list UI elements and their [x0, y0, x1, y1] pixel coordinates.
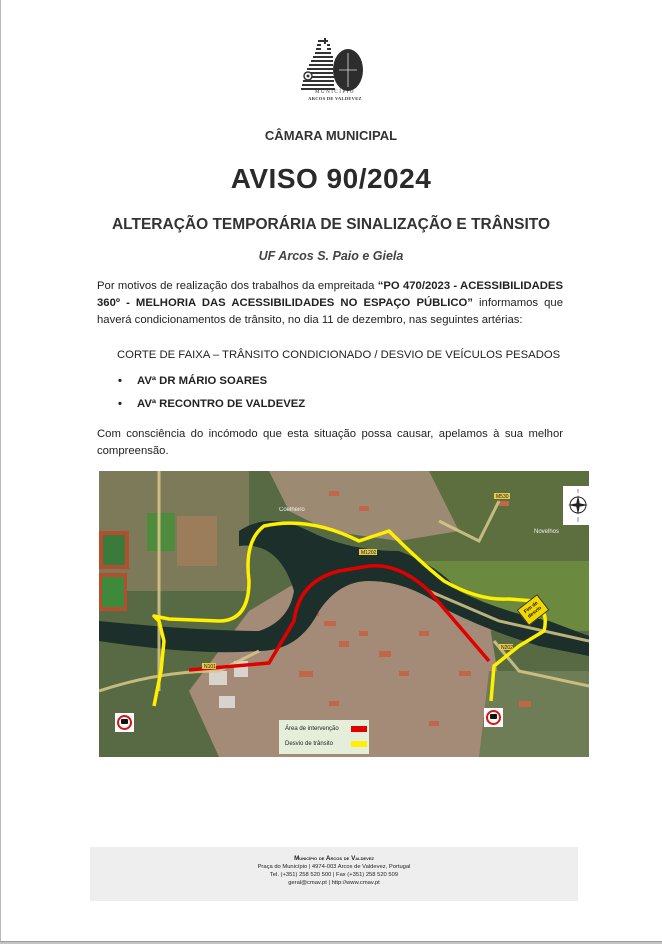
- street-name: AVª DR MÁRIO SOARES: [137, 375, 268, 387]
- no-heavy-vehicles-sign-icon: [484, 708, 503, 727]
- bullet-icon: •: [118, 398, 122, 410]
- legend-swatch-red: [351, 726, 367, 732]
- svg-text:M1202: M1202: [361, 550, 377, 556]
- street-list: [117, 373, 305, 419]
- organization-name: CÂMARA MUNICIPAL: [264, 128, 398, 143]
- truck-icon: [121, 719, 128, 724]
- page-footer: [90, 847, 578, 901]
- logo-caption-bottom: ARCOS DE VALDEVEZ: [308, 96, 362, 101]
- truck-icon: [490, 714, 497, 719]
- legend-label: Área de intervenção: [285, 726, 339, 732]
- svg-text:N202: N202: [501, 645, 513, 651]
- street-item: [117, 373, 305, 396]
- end-of-detour-sign: Fim de desvio: [517, 594, 550, 626]
- logo-caption-top: MUNICÍPIO: [315, 90, 355, 95]
- svg-text:N101: N101: [204, 664, 216, 670]
- street-item: [117, 396, 305, 419]
- notice-title: AVISO 90/2024: [230, 163, 432, 194]
- svg-text:Coelheiro: Coelheiro: [279, 507, 305, 513]
- footer-contact: geral@cmav.pt | http://www.cmav.pt: [288, 880, 380, 886]
- parish-name: UF Arcos S. Paio e Giela: [258, 249, 404, 263]
- intro-paragraph: [97, 278, 563, 329]
- project-name: “PO 470/2023 - ACESSIBILIDADES 360º - MELHORIA DAS ACESSIBILIDADES NO ESPAÇO PÚBLICO”: [97, 280, 563, 309]
- no-heavy-vehicles-sign-icon: [115, 713, 134, 732]
- logo-caption: [290, 90, 380, 102]
- intro-text-before: Por motivos de realização dos trabalhos da empreitada: [97, 280, 378, 292]
- bullet-icon: •: [118, 375, 122, 387]
- footer-phone: Tel. (+351) 258 520 500 | Fax (+351) 258 520 509: [269, 872, 399, 878]
- footer-municipality-name: Município de Arcos de Valdevez: [294, 855, 374, 862]
- legend-label: Desvio de trânsito: [285, 741, 334, 747]
- closing-paragraph: Com consciência do incómodo que esta situação possa causar, apelamos à sua melhor compreensão.: [97, 428, 563, 457]
- legend-item-intervention: [285, 725, 367, 733]
- svg-text:Novelhos: Novelhos: [534, 529, 560, 535]
- footer-address: Praça do Município | 4974-003 Arcos de Valdevez, Portugal: [257, 864, 411, 870]
- road-label: M530: [496, 494, 509, 500]
- legend-item-detour: [285, 740, 367, 748]
- intro-text-after: informamos que haverá condicionamentos de trânsito, no dia 11 de dezembro, nas seguintes artérias:: [97, 297, 563, 326]
- traffic-map: [99, 471, 589, 757]
- street-name: AVª RECONTRO DE VALDEVEZ: [137, 398, 306, 410]
- notice-subtitle: ALTERAÇÃO TEMPORÁRIA DE SINALIZAÇÃO E TRÂNSITO: [111, 216, 551, 233]
- restriction-heading: CORTE DE FAIXA – TRÂNSITO CONDICIONADO / DESVIO DE VEÍCULOS PESADOS: [117, 349, 561, 361]
- legend-swatch-yellow: [351, 741, 367, 747]
- map-legend: [279, 720, 369, 754]
- compass-rose-icon: [563, 486, 593, 525]
